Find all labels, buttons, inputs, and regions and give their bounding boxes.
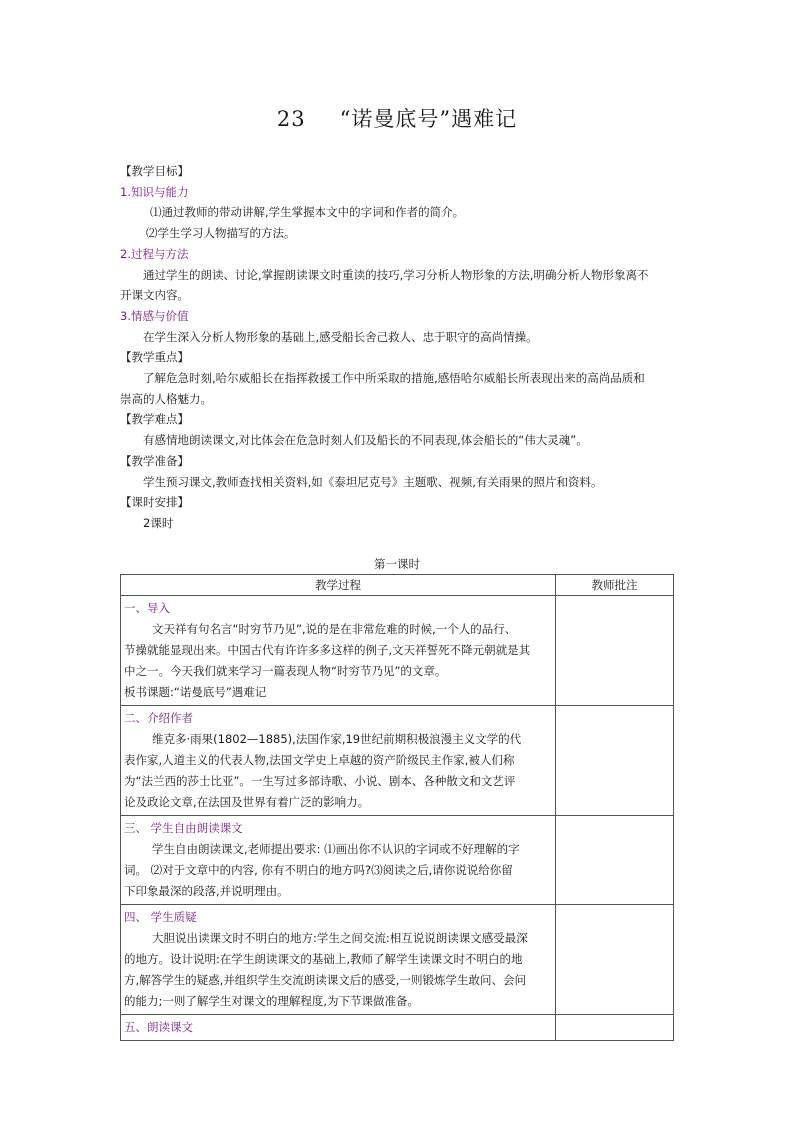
schedule-text: 2课时 <box>143 515 174 530</box>
knowledge-item-2: ⑵学生学习人物描写的方法。 <box>146 226 296 241</box>
page-title <box>0 103 794 133</box>
row-line: 词。 ⑵对于文章中的内容, 你有不明白的地方吗?⑶阅读之后,请你说说给你留 <box>124 863 513 877</box>
row-heading: 五、朗读课文 <box>124 1020 193 1034</box>
process-cell <box>121 905 556 1015</box>
process-line-2: 开课文内容。 <box>120 288 189 303</box>
process-cell <box>121 1015 556 1041</box>
row-line: 节操就能显现出来。中国古代有许许多多这样的例子,文天祥誓死不降元朝就是其 <box>124 643 531 657</box>
table-row <box>121 706 674 816</box>
process-cell <box>121 596 556 706</box>
preparation-header: 【教学准备】 <box>120 453 189 468</box>
table-header-row <box>121 575 674 596</box>
knowledge-item-1: ⑴通过教师的带动讲解,学生掌握本文中的字词和作者的简介。 <box>150 205 465 220</box>
key-points-line-2: 崇高的人格魅力。 <box>120 391 212 406</box>
emotion-text: 在学生深入分析人物形象的基础上,感受船长舍己救人、忠于职守的高尚情操。 <box>143 329 538 344</box>
column-header-notes: 教师批注 <box>556 575 674 596</box>
notes-cell[interactable] <box>556 706 674 816</box>
row-line: 的地方。设计说明:在学生朗读课文的基础上,教师了解学生读课文时不明白的地 <box>124 952 523 966</box>
row-line: 表作家,人道主义的代表人物,法国文学史上卓越的资产阶级民主作家,被人们称 <box>124 753 515 767</box>
process-cell <box>121 816 556 905</box>
teaching-plan-header-section <box>120 161 676 534</box>
table-row <box>121 816 674 905</box>
preparation-text: 学生预习课文,教师查找相关资料,如《泰坦尼克号》主题歌、视频,有关雨果的照片和资料。 <box>143 474 603 489</box>
table-row <box>121 905 674 1015</box>
notes-cell[interactable] <box>556 596 674 706</box>
row-line: 大胆说出读课文时不明白的地方:学生之间交流:相互说说朗读课文感受最深 <box>152 931 528 945</box>
key-points-header: 【教学重点】 <box>120 350 189 365</box>
table-row <box>121 1015 674 1041</box>
row-heading: 三、 学生自由朗读课文 <box>124 821 243 835</box>
row-heading: 四、 学生质疑 <box>124 910 197 924</box>
row-line: 方,解答学生的疑惑,并组织学生交流朗读课文后的感受,一则锻炼学生敢问、会问 <box>124 973 526 987</box>
table-row <box>121 596 674 706</box>
notes-cell[interactable] <box>556 1015 674 1041</box>
row-line: 的能力;一则了解学生对课文的理解程度,为下节课做准备。 <box>124 994 420 1008</box>
key-points-line-1: 了解危急时刻,哈尔威船长在指挥救援工作中所采取的措施,感悟哈尔威船长所表现出来的高尚品质和 <box>143 371 645 386</box>
notes-cell[interactable] <box>556 905 674 1015</box>
column-header-process: 教学过程 <box>121 575 556 596</box>
lesson-number: 23 <box>276 107 306 131</box>
row-line: 为“法兰西的莎士比亚”。一生写过多部诗歌、小说、剧本、各种散文和文艺评 <box>124 774 516 788</box>
emotion-label: 3.情感与价值 <box>120 308 189 323</box>
row-line: 学生自由朗读课文,老师提出要求: ⑴画出你不认识的字词或不好理解的字 <box>152 842 520 856</box>
row-line: 文天祥有句名言“时穷节乃见”,说的是在非常危难的时候,一个人的品行、 <box>152 622 517 636</box>
notes-cell[interactable] <box>556 816 674 905</box>
difficulties-header: 【教学难点】 <box>120 412 189 427</box>
difficulties-text: 有感情地朗读课文,对比体会在危急时刻人们及船长的不同表现,体会船长的“伟大灵魂”。 <box>143 433 588 448</box>
process-cell <box>121 706 556 816</box>
row-line: 论及政论文章,在法国及世界有着广泛的影响力。 <box>124 795 370 809</box>
schedule-header: 【课时安排】 <box>120 495 189 510</box>
row-line: 维克多·雨果(1802—1885),法国作家,19世纪前期积极浪漫主义文学的代 <box>152 732 522 746</box>
process-label: 2.过程与方法 <box>120 246 189 261</box>
knowledge-label: 1.知识与能力 <box>120 184 189 199</box>
process-line-1: 通过学生的朗读、讨论,掌握朗读课文时重读的技巧,学习分析人物形象的方法,明确分析人物形象离不 <box>143 267 649 282</box>
lesson-plan-table <box>120 574 674 1041</box>
row-heading: 一、导入 <box>124 601 170 615</box>
row-line: 中之一。今天我们就来学习一篇表现人物“时穷节乃见”的文章。 <box>124 664 447 678</box>
row-heading: 二、介绍作者 <box>124 711 193 725</box>
lesson-name: “诺曼底号”遇难记 <box>339 107 518 131</box>
lesson-period-title: 第一课时 <box>374 557 420 571</box>
row-line: 下印象最深的段落,并说明理由。 <box>124 884 289 898</box>
board-title-note: 板书课题:“诺曼底号”遇难记 <box>124 685 267 699</box>
goals-header: 【教学目标】 <box>120 164 189 178</box>
